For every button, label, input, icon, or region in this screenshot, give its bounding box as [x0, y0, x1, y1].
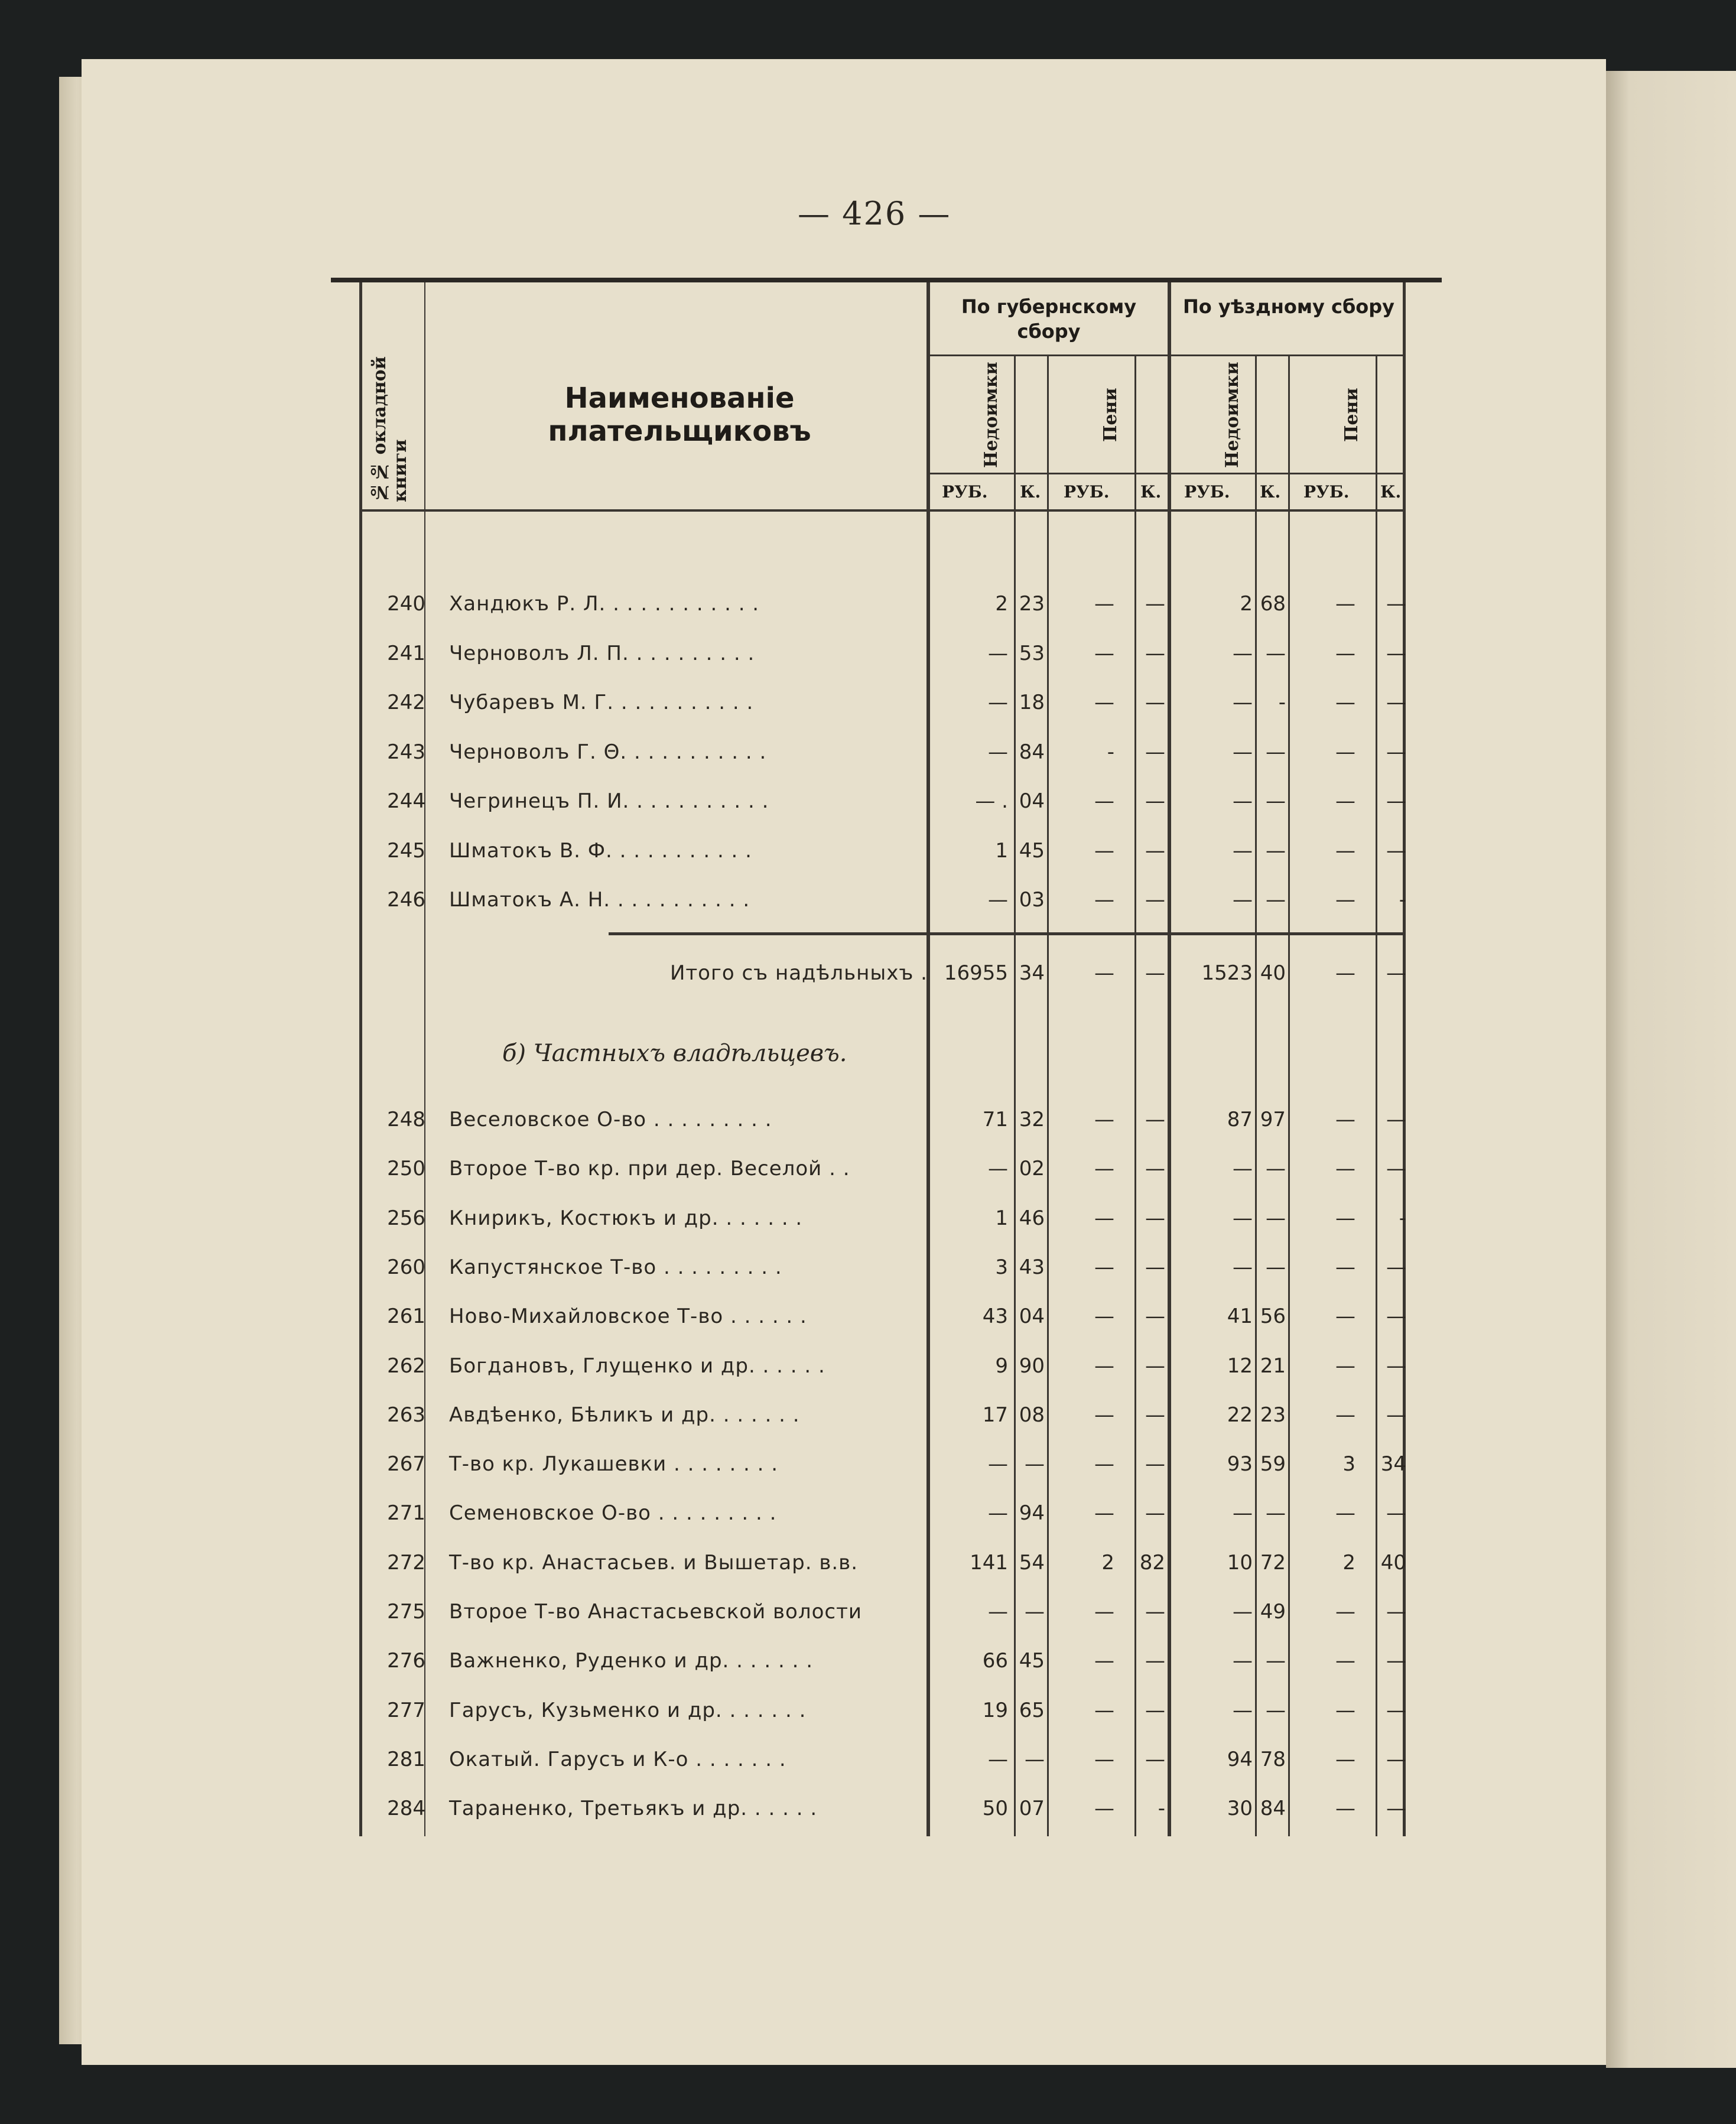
book-number: 281 — [387, 1747, 425, 1771]
table-row — [355, 1439, 1418, 1489]
cell-g-penalty-kop: — — [1145, 1649, 1165, 1673]
cell-g-arrears-kop: 34 — [1019, 961, 1045, 985]
cell-u-penalty-rub: — — [1335, 1354, 1355, 1378]
cell-u-arrears-rub: — — [1233, 1698, 1253, 1722]
cell-g-penalty-kop: — — [1145, 1157, 1165, 1181]
cell-g-arrears-rub: 16955 — [944, 961, 1008, 985]
cell-g-penalty-kop: — — [1145, 740, 1165, 764]
cell-u-arrears-rub: 12 — [1227, 1354, 1253, 1378]
cell-u-arrears-kop: — — [1266, 1157, 1286, 1181]
cell-g-arrears-kop: 45 — [1019, 838, 1045, 863]
cell-g-penalty-rub: — — [1094, 1649, 1114, 1673]
cell-g-arrears-rub: — — [988, 1157, 1008, 1181]
cell-u-penalty-rub: 2 — [1342, 1550, 1355, 1575]
cell-u-penalty-rub: — — [1335, 838, 1355, 863]
table-row — [355, 1587, 1418, 1637]
cell-u-penalty-rub: — — [1335, 592, 1355, 616]
cell-u-penalty-kop: — — [1386, 691, 1406, 714]
cell-u-arrears-kop: 68 — [1260, 592, 1286, 616]
cell-u-arrears-rub: 1523 — [1201, 961, 1253, 985]
cell-u-penalty-rub: 3 — [1342, 1452, 1355, 1476]
book-number: 240 — [387, 592, 425, 616]
table-row — [355, 1292, 1418, 1341]
cell-g-arrears-rub: 9 — [995, 1354, 1008, 1378]
cell-u-arrears-rub: 93 — [1227, 1452, 1253, 1476]
cell-u-penalty-kop: — — [1386, 740, 1406, 764]
cell-g-penalty-rub: — — [1094, 1206, 1114, 1230]
cell-g-penalty-kop: — — [1145, 1354, 1165, 1378]
cell-u-penalty-kop: 34 — [1380, 1452, 1406, 1476]
cell-u-penalty-kop: - — [1399, 1206, 1406, 1230]
cell-u-arrears-kop: — — [1266, 1501, 1286, 1525]
cell-g-arrears-kop: 32 — [1019, 1108, 1045, 1131]
table-row — [355, 629, 1418, 678]
cell-u-penalty-kop: — — [1386, 1797, 1406, 1821]
cell-u-penalty-rub: — — [1335, 961, 1355, 985]
payer-name: Тараненко, Третьякъ и др. . . . . . — [449, 1797, 818, 1821]
book-number: 261 — [387, 1305, 425, 1329]
cell-u-arrears-rub: — — [1233, 1600, 1253, 1624]
unit-kop: К. — [1380, 482, 1402, 502]
payer-name: Шматокъ В. Ф. . . . . . . . . . . — [449, 838, 752, 863]
cell-g-penalty-kop: — — [1145, 1600, 1165, 1624]
cell-u-penalty-kop: — — [1386, 961, 1406, 985]
cell-u-penalty-kop: 40 — [1380, 1550, 1406, 1575]
cell-g-arrears-rub: — — [988, 641, 1008, 665]
cell-u-arrears-rub: 87 — [1227, 1108, 1253, 1131]
cell-g-penalty-rub: — — [1094, 961, 1114, 985]
cell-g-arrears-kop: 03 — [1019, 888, 1045, 912]
cell-u-arrears-kop: — — [1266, 740, 1286, 764]
cell-g-arrears-rub: 19 — [982, 1698, 1008, 1722]
cell-g-penalty-rub: — — [1094, 592, 1114, 616]
payer-name: Шматокъ А. Н. . . . . . . . . . . — [449, 888, 750, 912]
cell-u-arrears-kop: 84 — [1260, 1797, 1286, 1821]
cell-g-arrears-rub: 1 — [995, 1206, 1008, 1230]
cell-g-penalty-rub: - — [1107, 740, 1114, 764]
total-label: Итого съ надѣльныхъ . — [669, 961, 928, 985]
cell-u-arrears-kop: 23 — [1260, 1403, 1286, 1427]
cell-u-arrears-kop: — — [1266, 1698, 1286, 1722]
table-row — [355, 1784, 1418, 1833]
cell-g-arrears-kop: 65 — [1019, 1698, 1045, 1722]
payer-name: Важненко, Руденко и др. . . . . . . — [449, 1649, 814, 1673]
cell-g-penalty-rub: — — [1094, 641, 1114, 665]
cell-g-arrears-kop: 43 — [1019, 1255, 1045, 1279]
payer-name: Богдановъ, Глущенко и др. . . . . . — [449, 1354, 825, 1378]
cell-u-penalty-rub: — — [1335, 1797, 1355, 1821]
cell-g-penalty-rub: 2 — [1101, 1550, 1114, 1575]
cell-g-penalty-rub: — — [1094, 691, 1114, 714]
cell-g-penalty-kop: — — [1145, 1501, 1165, 1525]
payer-name: Семеновское О-во . . . . . . . . . — [449, 1501, 777, 1525]
table-row — [355, 1390, 1418, 1440]
cell-u-penalty-rub: — — [1335, 1698, 1355, 1722]
cell-g-arrears-rub: 3 — [995, 1255, 1008, 1279]
cell-g-arrears-kop: 04 — [1019, 1305, 1045, 1329]
table-row — [355, 1144, 1418, 1193]
cell-g-penalty-kop: — — [1145, 1698, 1165, 1722]
cell-u-arrears-rub: — — [1233, 888, 1253, 912]
payer-name: Чегринецъ П. И. . . . . . . . . . . — [449, 789, 769, 813]
cell-g-penalty-kop: — — [1145, 1305, 1165, 1329]
table-row — [355, 826, 1418, 876]
book-number: 262 — [387, 1354, 425, 1378]
cell-g-arrears-rub: 43 — [982, 1305, 1008, 1329]
cell-u-penalty-rub: — — [1335, 1255, 1355, 1279]
cell-u-penalty-kop: — — [1386, 1600, 1406, 1624]
cell-u-penalty-rub: — — [1335, 1157, 1355, 1181]
cell-u-penalty-rub: — — [1335, 1206, 1355, 1230]
cell-g-arrears-kop: 45 — [1019, 1649, 1045, 1673]
book-number: 267 — [387, 1452, 425, 1476]
cell-g-penalty-rub: — — [1094, 1305, 1114, 1329]
cell-u-penalty-kop: — — [1386, 1157, 1406, 1181]
cell-g-arrears-kop: 94 — [1019, 1501, 1045, 1525]
cell-u-arrears-kop: — — [1266, 838, 1286, 863]
payer-name: Черноволъ Г. Θ. . . . . . . . . . . — [449, 740, 767, 764]
cell-g-arrears-rub: — . — [975, 789, 1008, 813]
cell-g-arrears-kop: 18 — [1019, 691, 1045, 714]
book-number: 242 — [387, 691, 425, 714]
cell-u-arrears-rub: — — [1233, 838, 1253, 863]
cell-g-penalty-rub: — — [1094, 1403, 1114, 1427]
cell-u-arrears-rub: 41 — [1227, 1305, 1253, 1329]
cell-u-arrears-rub: — — [1233, 1157, 1253, 1181]
cell-u-penalty-kop: — — [1386, 1747, 1406, 1771]
cell-g-arrears-rub: 50 — [982, 1797, 1008, 1821]
cell-g-arrears-rub: 17 — [982, 1403, 1008, 1427]
unit-rub: РУБ. — [1303, 482, 1350, 502]
cell-g-penalty-kop: — — [1145, 1452, 1165, 1476]
cell-g-penalty-kop: — — [1145, 961, 1165, 985]
payer-name: Веселовское О-во . . . . . . . . . — [449, 1108, 772, 1131]
book-number: 244 — [387, 789, 425, 813]
payer-name: Ново-Михайловское Т-во . . . . . . — [449, 1305, 807, 1329]
u-penalty-header: Пени — [1341, 388, 1362, 442]
cell-g-penalty-kop: — — [1145, 1747, 1165, 1771]
unit-rub: РУБ. — [1184, 482, 1230, 502]
table-row — [355, 1735, 1418, 1784]
payer-name: Капустянское Т-во . . . . . . . . . — [449, 1255, 782, 1279]
cell-g-penalty-rub: — — [1094, 789, 1114, 813]
book-number: 243 — [387, 740, 425, 764]
table-row — [355, 1341, 1418, 1391]
cell-g-penalty-rub: — — [1094, 1354, 1114, 1378]
cell-g-arrears-kop: 23 — [1019, 592, 1045, 616]
cell-g-arrears-kop: 46 — [1019, 1206, 1045, 1230]
section-heading-private-owners: б) Частныхъ владѣльцевъ. — [502, 1040, 847, 1067]
cell-u-arrears-kop: 97 — [1260, 1108, 1286, 1131]
cell-g-arrears-rub: 141 — [970, 1550, 1008, 1575]
cell-g-penalty-kop: — — [1145, 838, 1165, 863]
group-uezd-header: По уѣздному сбору — [1182, 295, 1395, 318]
cell-g-penalty-rub: — — [1094, 1108, 1114, 1131]
cell-u-penalty-rub: — — [1335, 1649, 1355, 1673]
cell-g-penalty-kop: — — [1145, 1108, 1165, 1131]
cell-u-arrears-kop: — — [1266, 1206, 1286, 1230]
cell-g-penalty-rub: — — [1094, 1797, 1114, 1821]
table-row — [355, 678, 1418, 727]
book-number: 256 — [387, 1206, 425, 1230]
cell-g-arrears-kop: 90 — [1019, 1354, 1045, 1378]
cell-g-penalty-kop: — — [1145, 888, 1165, 912]
table-row — [355, 1686, 1418, 1735]
cell-g-penalty-rub: — — [1094, 1501, 1114, 1525]
cell-g-arrears-rub: — — [988, 740, 1008, 764]
cell-g-arrears-kop: 08 — [1019, 1403, 1045, 1427]
cell-u-penalty-kop: — — [1386, 1354, 1406, 1378]
cell-u-arrears-rub: 10 — [1227, 1550, 1253, 1575]
cell-u-arrears-kop: — — [1266, 1255, 1286, 1279]
cell-g-arrears-kop: 84 — [1019, 740, 1045, 764]
cell-g-penalty-rub: — — [1094, 1157, 1114, 1181]
header-bottom-rule — [359, 509, 1405, 512]
cell-u-penalty-rub: — — [1335, 641, 1355, 665]
cell-u-arrears-kop: 78 — [1260, 1747, 1286, 1771]
total-row — [355, 948, 1418, 998]
unit-kop: К. — [1020, 482, 1041, 502]
payer-name: Авдѣенко, Бѣликъ и др. . . . . . . — [449, 1403, 800, 1427]
cell-u-arrears-rub: — — [1233, 1206, 1253, 1230]
cell-g-arrears-kop: 53 — [1019, 641, 1045, 665]
cell-u-penalty-rub: — — [1335, 740, 1355, 764]
cell-u-arrears-kop: 72 — [1260, 1550, 1286, 1575]
cell-g-penalty-rub: — — [1094, 888, 1114, 912]
cell-u-penalty-kop: — — [1386, 789, 1406, 813]
book-number: 246 — [387, 888, 425, 912]
cell-g-arrears-rub: — — [988, 691, 1008, 714]
unit-header-rule — [926, 473, 1404, 474]
payer-name: Т-во кр. Лукашевки . . . . . . . . — [449, 1452, 779, 1476]
cell-u-arrears-kop: 49 — [1260, 1600, 1286, 1624]
cell-g-penalty-rub: — — [1094, 1600, 1114, 1624]
cell-g-penalty-kop: — — [1145, 1255, 1165, 1279]
cell-u-penalty-rub: — — [1335, 691, 1355, 714]
cell-u-penalty-rub: — — [1335, 1747, 1355, 1771]
cell-g-arrears-kop: 02 — [1019, 1157, 1045, 1181]
cell-u-penalty-rub: — — [1335, 789, 1355, 813]
cell-g-penalty-kop: — — [1145, 592, 1165, 616]
col-name-header: Наименованіе плательщиковъ — [548, 382, 811, 448]
col-book-number-header: №№ окладной книги — [369, 356, 411, 502]
table-row — [355, 727, 1418, 777]
cell-u-arrears-rub: — — [1233, 691, 1253, 714]
cell-g-arrears-rub: — — [988, 1501, 1008, 1525]
cell-g-penalty-kop: — — [1145, 691, 1165, 714]
cell-u-penalty-rub: — — [1335, 1501, 1355, 1525]
facing-page-edge — [1606, 71, 1736, 2068]
book-number: 263 — [387, 1403, 425, 1427]
table-top-rule — [331, 278, 1442, 282]
book-number: 248 — [387, 1108, 425, 1131]
cell-u-arrears-rub: 94 — [1227, 1747, 1253, 1771]
cell-g-arrears-rub: 71 — [982, 1108, 1008, 1131]
cell-u-penalty-rub: — — [1335, 1403, 1355, 1427]
payer-name: Хандюкъ Р. Л. . . . . . . . . . . . — [449, 592, 760, 616]
cell-g-arrears-rub: — — [988, 888, 1008, 912]
book-number: 245 — [387, 838, 425, 863]
g-penalty-header: Пени — [1100, 388, 1121, 442]
cell-u-penalty-rub: — — [1335, 1108, 1355, 1131]
cell-u-penalty-rub: — — [1335, 888, 1355, 912]
payer-name: Т-во кр. Анастасьев. и Вышетар. в.в. — [449, 1550, 859, 1575]
unit-rub: РУБ. — [1064, 482, 1110, 502]
cell-g-arrears-kop: 54 — [1019, 1550, 1045, 1575]
cell-g-penalty-kop: — — [1145, 1403, 1165, 1427]
payer-name: Книрикъ, Костюкъ и др. . . . . . . — [449, 1206, 803, 1230]
payer-name: Второе Т-во кр. при дер. Веселой . . — [449, 1157, 850, 1181]
cell-g-arrears-kop: 07 — [1019, 1797, 1045, 1821]
cell-u-arrears-kop: — — [1266, 789, 1286, 813]
cell-u-arrears-kop: 40 — [1260, 961, 1286, 985]
cell-g-arrears-kop: — — [1025, 1747, 1045, 1771]
cell-u-arrears-kop: — — [1266, 888, 1286, 912]
cell-u-arrears-rub: — — [1233, 1255, 1253, 1279]
cell-g-penalty-kop: — — [1145, 1206, 1165, 1230]
cell-g-arrears-kop: 04 — [1019, 789, 1045, 813]
cell-u-penalty-rub: — — [1335, 1305, 1355, 1329]
cell-u-arrears-rub: — — [1233, 740, 1253, 764]
payer-name: Второе Т-во Анастасьевской волости — [449, 1600, 862, 1624]
cell-u-arrears-rub: — — [1233, 789, 1253, 813]
cell-u-arrears-kop: - — [1278, 691, 1286, 714]
cell-g-penalty-rub: — — [1094, 838, 1114, 863]
u-arrears-header: Недоимки — [1222, 362, 1243, 468]
group-gubern-header: По губернскому сбору — [961, 295, 1137, 343]
book-number: 260 — [387, 1255, 425, 1279]
payer-name: Чубаревъ М. Г. . . . . . . . . . . — [449, 691, 754, 714]
cell-u-arrears-kop: — — [1266, 641, 1286, 665]
cell-u-penalty-rub: — — [1335, 1600, 1355, 1624]
cell-g-arrears-kop: — — [1025, 1452, 1045, 1476]
payer-name: Гарусъ, Кузьменко и др. . . . . . . — [449, 1698, 807, 1722]
cell-u-arrears-rub: 22 — [1227, 1403, 1253, 1427]
unit-rub: РУБ. — [942, 482, 988, 502]
cell-g-arrears-rub: — — [988, 1747, 1008, 1771]
table-row — [355, 1242, 1418, 1292]
cell-u-penalty-kop: — — [1386, 1501, 1406, 1525]
cell-g-arrears-rub: — — [988, 1600, 1008, 1624]
book-number: 250 — [387, 1157, 425, 1181]
table-row — [355, 776, 1418, 826]
cell-g-arrears-rub: — — [988, 1452, 1008, 1476]
cell-u-arrears-kop: 56 — [1260, 1305, 1286, 1329]
cell-u-penalty-kop: — — [1386, 1403, 1406, 1427]
cell-u-penalty-kop: — — [1386, 592, 1406, 616]
unit-kop: К. — [1260, 482, 1281, 502]
cell-g-penalty-kop: 82 — [1139, 1550, 1165, 1575]
payer-name: Черноволъ Л. П. . . . . . . . . . — [449, 641, 755, 665]
cell-g-penalty-rub: — — [1094, 1452, 1114, 1476]
cell-u-penalty-kop: — — [1386, 1108, 1406, 1131]
table-row — [355, 1488, 1418, 1538]
cell-u-arrears-rub: — — [1233, 1649, 1253, 1673]
book-number: 276 — [387, 1649, 425, 1673]
cell-g-penalty-rub: — — [1094, 1747, 1114, 1771]
cell-g-arrears-rub: 2 — [995, 592, 1008, 616]
cell-u-penalty-kop: — — [1386, 1698, 1406, 1722]
unit-kop: К. — [1140, 482, 1162, 502]
table-row — [355, 1538, 1418, 1588]
cell-u-penalty-kop: — — [1386, 1649, 1406, 1673]
cell-u-arrears-rub: — — [1233, 1501, 1253, 1525]
book-number: 271 — [387, 1501, 425, 1525]
cell-g-arrears-rub: 66 — [982, 1649, 1008, 1673]
group-header-rule — [926, 354, 1404, 356]
total-rule — [609, 932, 1405, 935]
table-row — [355, 1193, 1418, 1243]
cell-u-arrears-kop: — — [1266, 1649, 1286, 1673]
cell-u-penalty-kop: — — [1386, 838, 1406, 863]
book-number: 284 — [387, 1797, 425, 1821]
payer-name: Окатый. Гарусъ и К-о . . . . . . . — [449, 1747, 786, 1771]
cell-g-arrears-kop: — — [1025, 1600, 1045, 1624]
cell-u-arrears-kop: 59 — [1260, 1452, 1286, 1476]
g-arrears-header: Недоимки — [981, 362, 1002, 468]
cell-g-penalty-rub: — — [1094, 1255, 1114, 1279]
page-number: — 426 — — [798, 195, 951, 232]
book-number: 277 — [387, 1698, 425, 1722]
cell-g-penalty-kop: - — [1158, 1797, 1165, 1821]
cell-u-arrears-rub: 30 — [1227, 1797, 1253, 1821]
table-row — [355, 875, 1418, 925]
cell-g-arrears-rub: 1 — [995, 838, 1008, 863]
cell-g-penalty-rub: — — [1094, 1698, 1114, 1722]
cell-g-penalty-kop: — — [1145, 789, 1165, 813]
book-number: 275 — [387, 1600, 425, 1624]
book-number: 272 — [387, 1550, 425, 1575]
cell-u-penalty-kop: — — [1386, 1255, 1406, 1279]
cell-g-penalty-kop: — — [1145, 641, 1165, 665]
cell-u-penalty-kop: — — [1386, 1305, 1406, 1329]
cell-u-arrears-rub: — — [1233, 641, 1253, 665]
table-row — [355, 1636, 1418, 1686]
cell-u-arrears-rub: 2 — [1240, 592, 1253, 616]
book-number: 241 — [387, 641, 425, 665]
cell-u-penalty-kop: - — [1399, 888, 1406, 912]
table-row — [355, 579, 1418, 629]
cell-u-penalty-kop: — — [1386, 641, 1406, 665]
table-row — [355, 1095, 1418, 1144]
cell-u-arrears-kop: 21 — [1260, 1354, 1286, 1378]
